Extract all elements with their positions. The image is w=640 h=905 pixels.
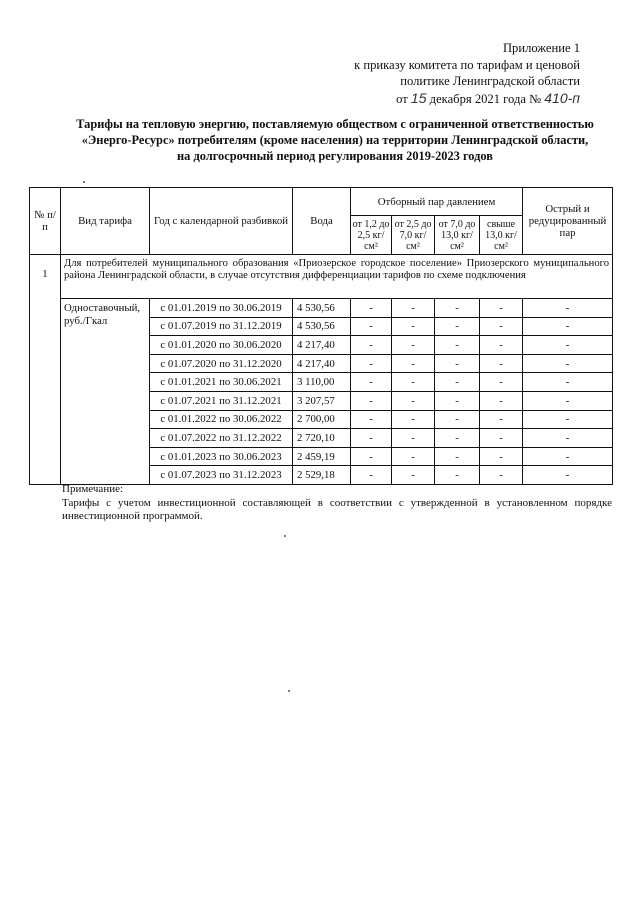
empty-tariff-cell: - xyxy=(523,391,613,410)
appendix-header xyxy=(340,40,580,107)
empty-tariff-cell: - xyxy=(435,447,480,466)
period-cell: с 01.07.2023 по 31.12.2023 xyxy=(150,466,293,485)
empty-tariff-cell: - xyxy=(523,317,613,336)
empty-tariff-cell: - xyxy=(351,373,392,392)
period-cell: с 01.01.2022 по 30.06.2022 xyxy=(150,410,293,429)
title-line-3: на долгосрочный период регулирования 2019-2023 годов xyxy=(177,149,493,163)
title-line-1: Тарифы на тепловую энергию, поставляемую обществом с ограниченной ответственностью xyxy=(76,117,594,131)
table-row xyxy=(30,299,613,318)
header-type: Вид тарифа xyxy=(61,188,150,255)
period-cell: с 01.07.2022 по 31.12.2022 xyxy=(150,429,293,448)
empty-tariff-cell: - xyxy=(392,354,435,373)
water-tariff-cell: 4 530,56 xyxy=(293,299,351,318)
empty-tariff-cell: - xyxy=(480,317,523,336)
empty-tariff-cell: - xyxy=(435,336,480,355)
period-cell: с 01.01.2019 по 30.06.2019 xyxy=(150,299,293,318)
empty-tariff-cell: - xyxy=(435,373,480,392)
header-steam: Отборный пар давлением xyxy=(351,188,523,216)
note-label: Примечание: xyxy=(62,483,124,495)
empty-tariff-cell: - xyxy=(392,373,435,392)
empty-tariff-cell: - xyxy=(392,466,435,485)
title-line-2: «Энерго-Ресурс» потребителям (кроме населения) на территории Ленинградской области, xyxy=(81,133,589,147)
empty-tariff-cell: - xyxy=(523,299,613,318)
tariff-table xyxy=(29,187,613,485)
empty-tariff-cell: - xyxy=(435,391,480,410)
water-tariff-cell: 2 459,19 xyxy=(293,447,351,466)
empty-tariff-cell: - xyxy=(523,429,613,448)
appendix-order-line: к приказу комитета по тарифам и ценовой xyxy=(354,57,580,72)
note-text: Тарифы с учетом инвестиционной составляющей в соответствии с утвержденной в установленном порядке инвестиционной программой. xyxy=(62,496,612,522)
water-tariff-cell: 4 530,56 xyxy=(293,317,351,336)
empty-tariff-cell: - xyxy=(480,429,523,448)
empty-tariff-cell: - xyxy=(392,447,435,466)
empty-tariff-cell: - xyxy=(480,466,523,485)
empty-tariff-cell: - xyxy=(480,354,523,373)
tariff-type: Одноставочный, руб./Гкал xyxy=(61,299,150,485)
empty-tariff-cell: - xyxy=(480,299,523,318)
period-cell: с 01.01.2021 по 30.06.2021 xyxy=(150,373,293,392)
header-pressure-2: от 2,5 до 7,0 кг/см² xyxy=(392,216,435,255)
water-tariff-cell: 4 217,40 xyxy=(293,354,351,373)
order-number: 410-п xyxy=(544,89,580,106)
empty-tariff-cell: - xyxy=(351,317,392,336)
appendix-date-line xyxy=(340,90,580,108)
note xyxy=(62,483,612,524)
empty-tariff-cell: - xyxy=(351,410,392,429)
scan-dot xyxy=(83,181,85,183)
date-prefix: от xyxy=(396,91,408,106)
empty-tariff-cell: - xyxy=(435,466,480,485)
empty-tariff-cell: - xyxy=(392,317,435,336)
appendix-title: Приложение 1 xyxy=(502,41,580,55)
empty-tariff-cell: - xyxy=(351,447,392,466)
empty-tariff-cell: - xyxy=(351,466,392,485)
water-tariff-cell: 2 720,10 xyxy=(293,429,351,448)
scan-mark xyxy=(288,690,290,692)
empty-tariff-cell: - xyxy=(523,410,613,429)
header-pressure-4: свыше 13,0 кг/см² xyxy=(480,216,523,255)
empty-tariff-cell: - xyxy=(392,299,435,318)
empty-tariff-cell: - xyxy=(523,354,613,373)
empty-tariff-cell: - xyxy=(351,336,392,355)
empty-tariff-cell: - xyxy=(435,354,480,373)
date-rest: декабря 2021 года № xyxy=(429,91,542,106)
empty-tariff-cell: - xyxy=(480,391,523,410)
empty-tariff-cell: - xyxy=(523,336,613,355)
appendix-committee-line: политике Ленинградской области xyxy=(400,74,580,88)
empty-tariff-cell: - xyxy=(392,391,435,410)
empty-tariff-cell: - xyxy=(523,466,613,485)
header-pressure-3: от 7,0 до 13,0 кг/см² xyxy=(435,216,480,255)
empty-tariff-cell: - xyxy=(435,299,480,318)
empty-tariff-cell: - xyxy=(480,336,523,355)
header-water: Вода xyxy=(293,188,351,255)
period-cell: с 01.01.2020 по 30.06.2020 xyxy=(150,336,293,355)
empty-tariff-cell: - xyxy=(351,429,392,448)
empty-tariff-cell: - xyxy=(523,373,613,392)
empty-tariff-cell: - xyxy=(523,447,613,466)
empty-tariff-cell: - xyxy=(392,429,435,448)
empty-tariff-cell: - xyxy=(435,429,480,448)
row-number: 1 xyxy=(30,255,61,485)
water-tariff-cell: 3 207,57 xyxy=(293,391,351,410)
empty-tariff-cell: - xyxy=(351,391,392,410)
empty-tariff-cell: - xyxy=(351,354,392,373)
water-tariff-cell: 2 529,18 xyxy=(293,466,351,485)
header-num: № п/п xyxy=(30,188,61,255)
empty-tariff-cell: - xyxy=(480,373,523,392)
empty-tariff-cell: - xyxy=(392,410,435,429)
water-tariff-cell: 3 110,00 xyxy=(293,373,351,392)
empty-tariff-cell: - xyxy=(435,410,480,429)
empty-tariff-cell: - xyxy=(480,410,523,429)
document-title xyxy=(60,116,610,164)
header-sharp-steam: Острый и редуцированный пар xyxy=(523,188,613,255)
period-cell: с 01.07.2021 по 31.12.2021 xyxy=(150,391,293,410)
period-cell: с 01.07.2019 по 31.12.2019 xyxy=(150,317,293,336)
header-pressure-1: от 1,2 до 2,5 кг/см² xyxy=(351,216,392,255)
water-tariff-cell: 2 700,00 xyxy=(293,410,351,429)
header-year: Год с календарной разбивкой xyxy=(150,188,293,255)
period-cell: с 01.01.2023 по 30.06.2023 xyxy=(150,447,293,466)
scan-mark xyxy=(284,535,286,537)
water-tariff-cell: 4 217,40 xyxy=(293,336,351,355)
empty-tariff-cell: - xyxy=(435,317,480,336)
empty-tariff-cell: - xyxy=(351,299,392,318)
period-cell: с 01.07.2020 по 31.12.2020 xyxy=(150,354,293,373)
empty-tariff-cell: - xyxy=(392,336,435,355)
date-day: 15 xyxy=(410,89,427,106)
section-description: Для потребителей муниципального образования «Приозерское городское поселение» Приозерского муниципального района Ленинградской области, в случае отсутствия дифференциации тарифов по схеме подключения xyxy=(61,255,613,299)
empty-tariff-cell: - xyxy=(480,447,523,466)
